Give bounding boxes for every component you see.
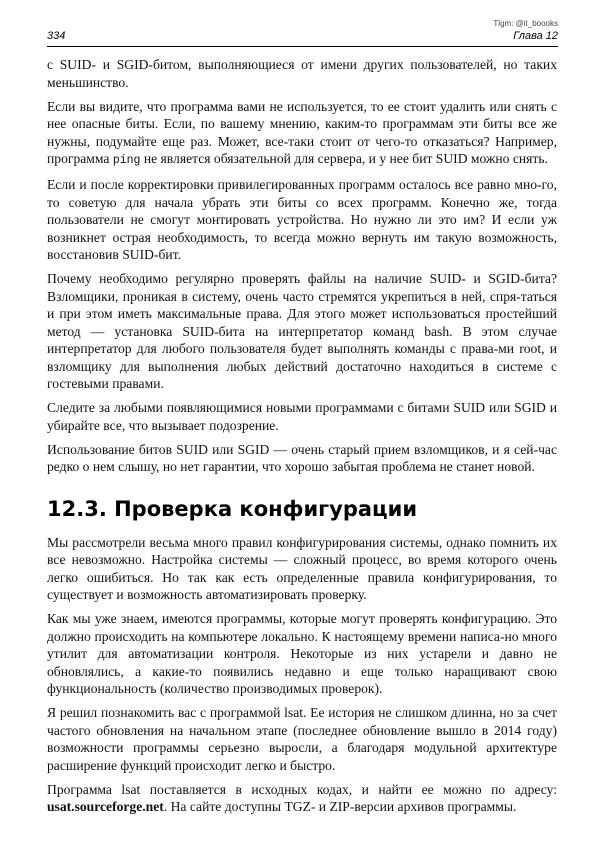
paragraph: Если и после корректировки привилегированных программ осталось все равно мно-го, то советую для начала убрать эти биты со всех программ. Конечно же, тогда пользователи не смогут монтировать устройства. Но нужно ли это им? И если уж возникнет острая необходимость, то всегда можно вернуть им такую возможность, восстановив SUID-бит.	[47, 177, 557, 262]
text-run: Например, программа	[47, 133, 557, 166]
chapter-title: Глава 12	[513, 30, 558, 42]
paragraph	[47, 98, 557, 170]
paragraph: Мы рассмотрели весьма много правил конфигурирования системы, однако помнить их все невозможно. Настройка системы — сложный процесс, во время которого очень легко ошибиться. Но так как есть определенные правила конфигурирования, то существует и возможность автоматизировать проверку.	[47, 534, 557, 602]
paragraph	[47, 781, 557, 816]
page-body	[47, 56, 557, 822]
text-run: . На сайте доступны TGZ- и ZIP-версии архивов программы.	[163, 799, 517, 814]
running-header	[47, 28, 558, 47]
text-run: Программа lsat поставляется в исходных кодах, и найти ее можно по адресу:	[47, 781, 557, 797]
paragraph: Как мы уже знаем, имеются программы, которые могут проверять конфигурацию. Это должно происходить на компьютере локально. К настоящему времени написа-но много утилит для автоматизации контроля. Некоторые из них устарели и давно не обновлялись, а какие-то появились недавно и еще только наращивают свою функциональность (количество производимых проверок).	[47, 611, 557, 696]
text-run: не является обязательной для сервера, и у нее бит SUID можно снять.	[143, 151, 548, 166]
paragraph: Я решил познакомить вас с программой lsat. Ее история не слишком длинна, но за счет частого обновления на начальном этапе (последнее обновление вышло в 2014 году) возможности программы серьезно выросли, а благодаря модульной архитектуре расширение функций происходит легко и быстро.	[47, 705, 557, 773]
inline-code: ping	[112, 154, 141, 167]
paragraph: Использование битов SUID или SGID — очень старый прием взломщиков, и я сей-час редко о нем слышу, но нет гарантии, что хорошо забытая проблема не станет новой.	[47, 441, 557, 474]
website-link: usat.sourceforge.net	[47, 799, 164, 814]
paragraph: Почему необходимо регулярно проверять файлы на наличие SUID- и SGID-бита? Взломщики, проникая в систему, очень часто стремятся укрепиться в ней, спря-таться и при этом иметь максимальные права. Для этого может использоваться простейший метод — установка SUID-бита на интерпретатор команд bash. В этом случае интерпретатор для любого пользователя будет выполнять команды с права-ми root, и взломщику для выполнения любых действий достаточно находиться в системе с гостевыми правами.	[47, 271, 557, 391]
text-run: Если вы видите, что программа вами не используется, то ее стоит удалить или снять с нее опасные биты. Если, по вашему мнению, каким-то программам эти биты все же нужны, подумайте еще раз. Может, все-таки стоит от чего-то отказаться?	[47, 98, 557, 149]
channel-watermark: Tlgm: @it_boooks	[493, 19, 558, 28]
paragraph: Следите за любыми появляющимися новыми программами с битами SUID или SGID и убирайте все, что вызывает подозрение.	[47, 400, 557, 433]
page-number: 334	[47, 30, 66, 42]
paragraph: с SUID- и SGID-битом, выполняющиеся от имени других пользователей, но таких меньшинство.	[47, 57, 557, 90]
section-heading: 12.3. Проверка конфигурации	[47, 496, 418, 521]
